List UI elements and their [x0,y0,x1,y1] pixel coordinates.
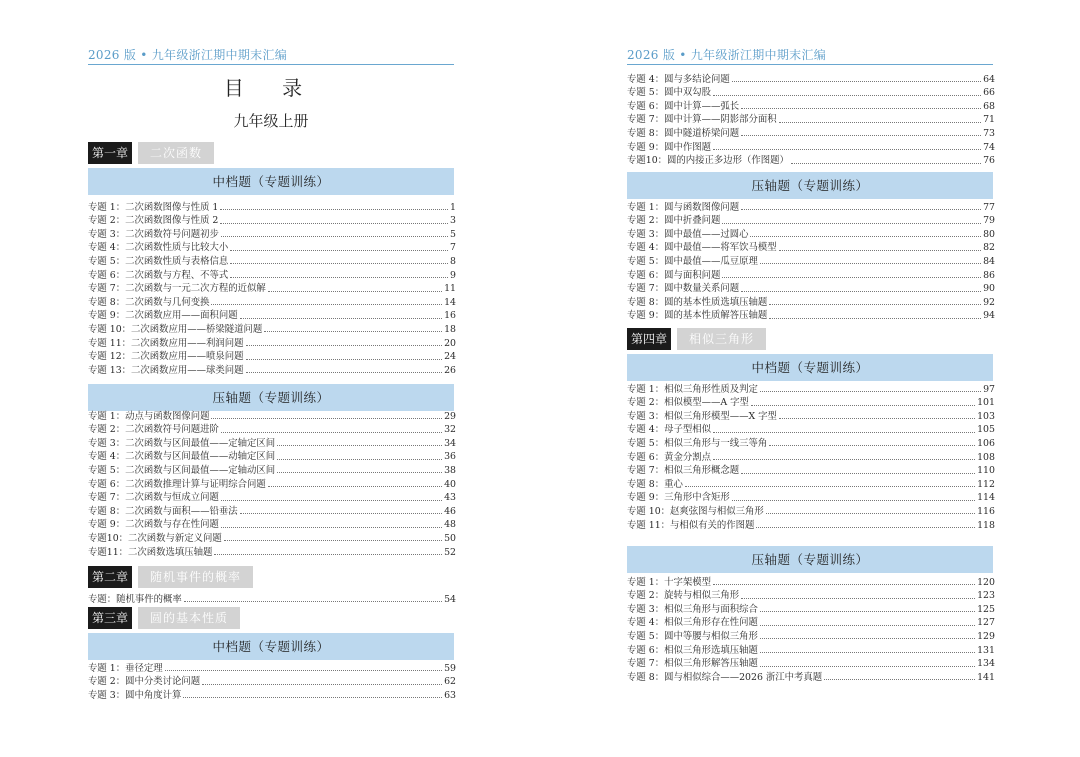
dot-leader [268,486,442,487]
toc-entry-title: 专题 5：二次函数性质与表格信息 [88,255,229,267]
toc-entry-title: 专题 8：圆中隧道桥梁问题 [627,127,740,139]
running-header: 2026 版 • 九年级浙江期中期末汇编 [88,48,288,62]
dot-leader [211,418,442,419]
toc-entry[interactable] [627,71,995,85]
running-header: 2026 版 • 九年级浙江期中期末汇编 [627,48,827,62]
toc-entry-page: 48 [444,519,456,531]
dot-leader [221,236,448,237]
toc-entry-title: 专题 9：二次函数应用——面积问题 [88,310,238,322]
toc-entry[interactable] [627,240,995,254]
dot-leader [713,95,981,96]
toc-entry-page: 108 [977,451,995,463]
toc-entry[interactable] [88,294,456,308]
toc-entry-title: 专题 7：二次函数与一元二次方程的近似解 [88,283,266,295]
toc-entry-page: 127 [977,617,995,629]
toc-entry-page: 129 [977,630,995,642]
toc-entry-title: 专题 3：相似三角形与面积综合 [627,603,758,615]
toc-entry-title: 专题10：圆的内接正多边形（作图题） [627,155,789,167]
chapter-name: 圆的基本性质 [138,607,240,629]
dot-leader [769,304,981,305]
chapter-number: 第二章 [88,566,132,588]
dot-leader [760,263,981,264]
dot-leader [224,540,442,541]
toc-list [627,381,995,531]
toc-entry[interactable] [627,267,995,281]
toc-entry-title: 专题 2：圆中折叠问题 [627,215,721,227]
toc-entry-page: 125 [977,603,995,615]
toc-entry[interactable] [627,213,995,227]
toc-entry-title: 专题 6：黄金分割点 [627,451,711,463]
toc-entry-title: 专题 12：二次函数应用——喷泉问题 [88,351,244,363]
dot-leader [277,445,442,446]
toc-entry-page: 80 [983,228,995,240]
chapter-heading-4 [627,328,766,350]
dot-leader [221,432,442,433]
toc-entry-title: 专题 3：圆中最值——过圆心 [627,228,749,240]
toc-entry-title: 专题 4：二次函数性质与比较大小 [88,242,229,254]
dot-leader [779,418,975,419]
dot-leader [268,291,442,292]
chapter-heading-2 [88,566,253,588]
dot-leader [277,472,442,473]
dot-leader [246,372,443,373]
toc-entry-page: 97 [983,383,995,395]
dot-leader [769,318,981,319]
toc-entry-page: 46 [444,505,456,517]
toc-entry-page: 7 [450,242,456,254]
toc-entry-page: 118 [977,519,995,531]
toc-entry-page: 134 [977,658,995,670]
toc-entry-page: 92 [983,296,995,308]
dot-leader [722,223,981,224]
toc-entry[interactable] [88,362,456,376]
toc-entry-page: 20 [444,337,456,349]
toc-entry-page: 36 [444,451,456,463]
toc-entry[interactable] [88,240,456,254]
toc-entry[interactable] [627,422,995,436]
toc-entry[interactable] [627,642,995,656]
dot-leader [240,513,442,514]
dot-leader [741,108,981,109]
dot-leader [713,459,975,460]
toc-entry[interactable] [627,85,995,99]
toc-entry[interactable] [88,408,456,422]
toc-entry-page: 103 [977,410,995,422]
dot-leader [713,584,975,585]
dot-leader [760,652,975,653]
toc-entry[interactable] [627,381,995,395]
toc-entry[interactable] [88,530,456,544]
toc-entry-title: 专题 10：赵爽弦图与相似三角形 [627,505,764,517]
chapter-heading-1 [88,142,214,164]
dot-leader [220,223,448,224]
header-rule [88,64,454,65]
dot-leader [824,679,975,680]
toc-entry-title: 专题 7：相似三角形解答压轴题 [627,658,758,670]
toc-entry-title: 专题 7：相似三角形概念题 [627,465,740,477]
dot-leader [230,250,448,251]
toc-entry[interactable] [88,544,456,558]
toc-entry-title: 专题 9：圆中作图题 [627,141,711,153]
toc-entry-title: 专题 1：十字架模型 [627,576,711,588]
toc-entry[interactable] [627,503,995,517]
toc-entry-page: 40 [444,478,456,490]
toc-entry[interactable] [88,449,456,463]
toc-entry[interactable] [627,253,995,267]
toc-entry-page: 112 [977,478,995,490]
toc-entry[interactable] [627,490,995,504]
toc-entry[interactable] [88,281,456,295]
dot-leader [246,359,443,360]
toc-entry-page: 120 [977,576,995,588]
toc-entry[interactable] [627,601,995,615]
dot-leader [769,445,975,446]
toc-entry-page: 59 [444,662,456,674]
toc-entry[interactable] [88,199,456,213]
toc-entry[interactable] [88,462,456,476]
toc-entry[interactable] [627,308,995,322]
toc-entry-page: 3 [450,215,456,227]
toc-entry[interactable] [88,490,456,504]
dot-leader [211,304,442,305]
toc-entry-page: 77 [983,201,995,213]
toc-entry-page: 18 [444,323,456,335]
toc-entry-title: 专题 3：相似三角形模型——X 字型 [627,410,777,422]
dot-leader [184,601,442,602]
dot-leader [760,391,981,392]
toc-entry-page: 38 [444,464,456,476]
toc-entry-title: 专题 3：二次函数与区间最值——定轴定区间 [88,437,276,449]
toc-entry-title: 专题 2：二次函数符号问题进阶 [88,424,219,436]
toc-entry-title: 专题 6：二次函数与方程、不等式 [88,269,229,281]
toc-entry-title: 专题 5：相似三角形与一线三等角 [627,437,768,449]
dot-leader [713,432,975,433]
toc-entry-title: 专题 3：圆中角度计算 [88,689,182,701]
toc-entry-page: 24 [444,351,456,363]
toc-list [88,408,456,558]
toc-entry-page: 8 [450,255,456,267]
dot-leader [751,405,975,406]
dot-leader [165,670,442,671]
dot-leader [713,149,981,150]
toc-entry-title: 专题 4：圆中最值——将军饮马模型 [627,242,777,254]
toc-entry-title: 专题 2：旋转与相似三角形 [627,590,740,602]
toc-entry-title: 专题 5：圆中等腰与相似三角形 [627,630,758,642]
toc-entry-page: 74 [983,141,995,153]
toc-entry-page: 116 [977,505,995,517]
dot-leader [741,209,981,210]
toc-entry[interactable] [627,449,995,463]
toc-entry[interactable] [627,517,995,531]
toc-list [88,660,456,701]
toc-entry-page: 34 [444,437,456,449]
toc-entry[interactable] [627,153,995,167]
dot-leader [741,135,981,136]
toc-list [627,71,995,166]
toc-entry[interactable] [627,408,995,422]
toc-entry-title: 专题 4：二次函数与区间最值——动轴定区间 [88,451,276,463]
header-rule [627,64,993,65]
dot-leader [722,277,981,278]
toc-list [88,591,456,605]
section-band-medium: 中档题（专题训练） [88,168,454,195]
dot-leader [732,500,975,501]
toc-entry[interactable] [627,574,995,588]
dot-leader [779,250,981,251]
section-band-hard: 压轴题（专题训练） [627,546,993,573]
toc-entry-page: 68 [983,100,995,112]
toc-entry-title: 专题 8：二次函数与面积——铅垂法 [88,505,238,517]
toc-entry-page: 9 [450,269,456,281]
toc-entry-page: 114 [977,492,995,504]
dot-leader [230,277,448,278]
toc-entry-page: 62 [444,676,456,688]
dot-leader [766,513,975,514]
toc-entry-title: 专题 7：二次函数与恒成立问题 [88,492,219,504]
toc-entry[interactable] [88,226,456,240]
toc-entry-page: 29 [444,410,456,422]
toc-list [88,199,456,376]
toc-entry-page: 131 [977,644,995,656]
toc-entry-title: 专题 9：二次函数与存在性问题 [88,519,219,531]
chapter-number: 第一章 [88,142,132,164]
dot-leader [756,527,975,528]
dot-leader [732,81,981,82]
toc-entry-page: 32 [444,424,456,436]
dot-leader [246,345,443,346]
toc-entry-title: 专题 6：相似三角形选填压轴题 [627,644,758,656]
toc-entry-title: 专题 5：圆中双勾股 [627,87,711,99]
toc-entry-title: 专题 3：二次函数符号问题初步 [88,228,219,240]
toc-entry[interactable] [627,628,995,642]
toc-entry[interactable] [88,435,456,449]
section-band-hard: 压轴题（专题训练） [88,384,454,411]
toc-entry-page: 141 [977,671,995,683]
toc-entry-title: 专题 1：动点与函数图像问题 [88,410,210,422]
toc-entry-title: 专题 5：圆中最值——瓜豆原理 [627,255,758,267]
toc-entry[interactable] [88,308,456,322]
toc-entry[interactable] [627,139,995,153]
section-band-medium: 中档题（专题训练） [88,633,454,660]
toc-list [627,574,995,683]
dot-leader [760,611,975,612]
toc-entry-page: 76 [983,155,995,167]
dot-leader [214,554,442,555]
toc-entry-page: 52 [444,546,456,558]
toc-entry[interactable] [627,98,995,112]
toc-entry-title: 专题 6：二次函数推理计算与证明综合问题 [88,478,266,490]
chapter-name: 随机事件的概率 [138,566,253,588]
toc-entry-title: 专题 10：二次函数应用——桥梁隧道问题 [88,323,263,335]
toc-entry-page: 5 [450,228,456,240]
toc-entry[interactable] [88,267,456,281]
chapter-name: 二次函数 [138,142,214,164]
toc-entry[interactable] [88,321,456,335]
section-band-medium: 中档题（专题训练） [627,354,993,381]
dot-leader [760,638,975,639]
toc-entry-title: 专题 9：三角形中含矩形 [627,492,730,504]
toc-entry[interactable] [627,281,995,295]
dot-leader [221,527,442,528]
dot-leader [791,163,981,164]
toc-entry-page: 86 [983,269,995,281]
toc-entry[interactable] [88,422,456,436]
toc-entry-page: 66 [983,87,995,99]
toc-entry[interactable] [627,125,995,139]
toc-entry-title: 专题：随机事件的概率 [88,593,182,605]
dot-leader [202,684,442,685]
toc-entry-page: 71 [983,114,995,126]
dot-leader [230,263,448,264]
toc-entry-page: 63 [444,689,456,701]
toc-title: 目 录 [223,76,319,100]
dot-leader [779,122,981,123]
toc-entry[interactable] [88,660,456,674]
toc-entry[interactable] [88,687,456,701]
dot-leader [741,473,975,474]
dot-leader [750,236,981,237]
toc-entry-title: 专题 9：圆的基本性质解答压轴题 [627,310,768,322]
toc-entry-title: 专题 2：圆中分类讨论问题 [88,676,201,688]
dot-leader [741,291,981,292]
toc-entry-page: 123 [977,590,995,602]
toc-entry-title: 专题 1：相似三角形性质及判定 [627,383,758,395]
toc-entry-title: 专题11：二次函数选填压轴题 [88,546,213,558]
toc-entry-title: 专题 6：圆与面积问题 [627,269,721,281]
dot-leader [685,486,975,487]
toc-entry-page: 11 [444,283,456,295]
toc-entry-title: 专题 8：圆的基本性质选填压轴题 [627,296,768,308]
dot-leader [760,666,975,667]
dot-leader [183,697,442,698]
section-band-hard: 压轴题（专题训练） [627,172,993,199]
toc-entry[interactable] [627,294,995,308]
dot-leader [220,209,448,210]
toc-entry-title: 专题 4：母子型相似 [627,424,711,436]
toc-entry[interactable] [88,476,456,490]
toc-entry-title: 专题 2：相似模型——A 字型 [627,397,749,409]
toc-entry-page: 14 [444,296,456,308]
dot-leader [760,625,975,626]
toc-entry-title: 专题 4：圆与多结论问题 [627,73,730,85]
toc-entry-page: 84 [983,255,995,267]
toc-entry-title: 专题 11：与相似有关的作图题 [627,519,755,531]
dot-leader [277,459,442,460]
toc-entry-title: 专题 7：圆中计算——阴影部分面积 [627,114,777,126]
toc-entry-page: 26 [444,364,456,376]
toc-entry-page: 64 [983,73,995,85]
toc-entry-title: 专题 5：二次函数与区间最值——定轴动区间 [88,464,276,476]
toc-entry-title: 专题 13：二次函数应用——球类问题 [88,364,244,376]
toc-entry-title: 专题 1：圆与函数图像问题 [627,201,740,213]
toc-entry-title: 专题 1：二次函数图像与性质 1 [88,201,219,213]
toc-entry-title: 专题 8：二次函数与几何变换 [88,296,210,308]
toc-entry-page: 50 [444,532,456,544]
toc-entry[interactable] [627,669,995,683]
toc-entry[interactable] [627,226,995,240]
toc-entry-page: 105 [977,424,995,436]
toc-entry-page: 16 [444,310,456,322]
toc-entry-title: 专题 1：垂径定理 [88,662,163,674]
dot-leader [240,318,442,319]
toc-entry[interactable] [88,349,456,363]
toc-entry[interactable] [627,476,995,490]
toc-entry-title: 专题10：二次函数与新定义问题 [88,532,222,544]
toc-entry[interactable] [627,588,995,602]
toc-entry-title: 专题 6：圆中计算——弧长 [627,100,740,112]
chapter-number: 第四章 [627,328,671,350]
toc-entry-title: 专题 2：二次函数图像与性质 2 [88,215,219,227]
toc-list [627,199,995,321]
toc-entry-page: 90 [983,283,995,295]
chapter-name: 相似三角形 [677,328,766,350]
toc-entry-page: 106 [977,437,995,449]
toc-entry[interactable] [627,463,995,477]
dot-leader [221,500,442,501]
volume-title: 九年级上册 [233,112,309,130]
toc-entry-page: 101 [977,397,995,409]
toc-entry-title: 专题 7：圆中数量关系问题 [627,283,740,295]
toc-entry[interactable] [627,656,995,670]
toc-entry[interactable] [88,335,456,349]
toc-entry[interactable] [627,395,995,409]
chapter-number: 第三章 [88,607,132,629]
toc-entry[interactable] [88,253,456,267]
dot-leader [741,598,975,599]
toc-entry-title: 专题 11：二次函数应用——利润问题 [88,337,244,349]
toc-entry[interactable] [88,591,456,605]
toc-entry-title: 专题 4：相似三角形存在性问题 [627,617,758,629]
toc-entry-title: 专题 8：圆与相似综合——2026 浙江中考真题 [627,671,823,683]
chapter-heading-3 [88,607,240,629]
toc-entry-title: 专题 8：重心 [627,478,683,490]
toc-entry[interactable] [627,435,995,449]
toc-entry[interactable] [627,199,995,213]
dot-leader [264,331,442,332]
toc-entry[interactable] [88,213,456,227]
toc-entry-page: 43 [444,492,456,504]
toc-entry[interactable] [88,517,456,531]
toc-entry[interactable] [627,112,995,126]
toc-entry[interactable] [627,615,995,629]
toc-entry[interactable] [88,503,456,517]
toc-entry-page: 73 [983,127,995,139]
toc-entry-page: 94 [983,310,995,322]
toc-entry-page: 1 [450,201,456,213]
toc-entry[interactable] [88,674,456,688]
toc-entry-page: 54 [444,593,456,605]
toc-entry-page: 79 [983,215,995,227]
toc-entry-page: 82 [983,242,995,254]
toc-entry-page: 110 [977,465,995,477]
